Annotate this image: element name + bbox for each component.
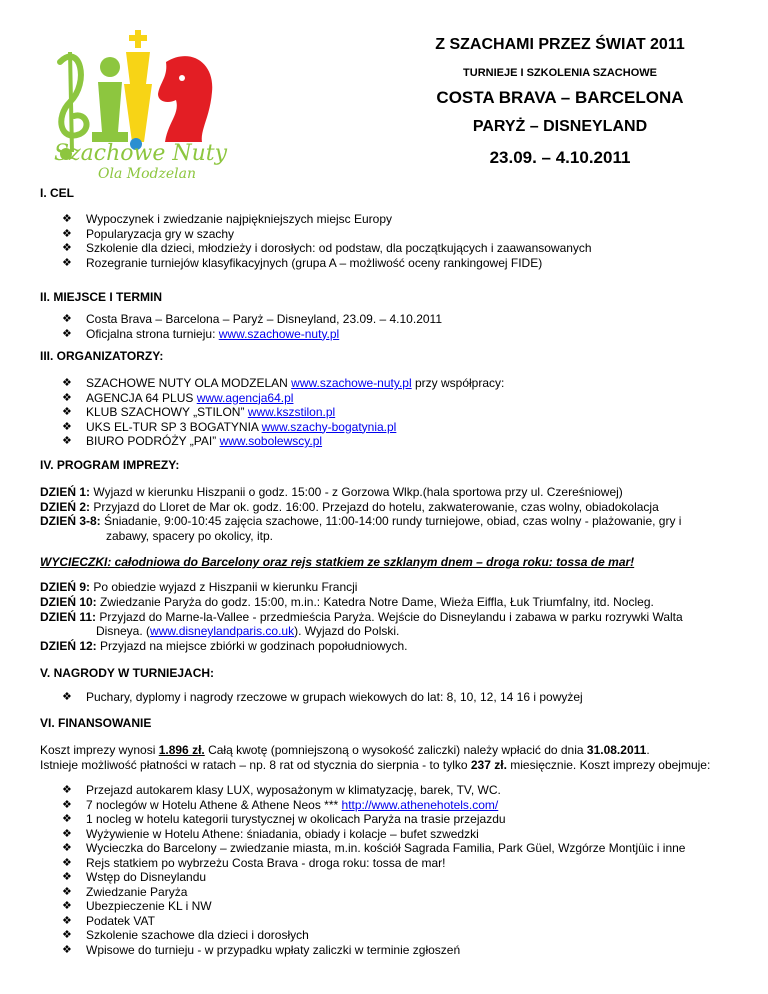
section-heading-program: IV. PROGRAM IMPREZY: <box>40 458 180 472</box>
list-item: ❖ Puchary, dyplomy i nagrody rzeczowe w grupach wiekowych do lat: 8, 10, 12, 14 16 i powyżej <box>62 690 583 704</box>
price: 1.896 zł. <box>158 743 205 757</box>
program-day-9: DZIEŃ 9: Po obiedzie wyjazd z Hiszpanii w kierunku Francji <box>40 580 358 594</box>
route-line-2: PARYŻ – DISNEYLAND <box>472 118 648 135</box>
route-line-1: COSTA BRAVA – BARCELONA <box>436 88 684 107</box>
bullet-icon: ❖ <box>62 798 72 811</box>
list-item: ❖ 1 nocleg w hotelu kategorii turystycznej w okolicach Paryża na trasie przejazdu <box>62 812 506 826</box>
bullet-icon: ❖ <box>62 256 72 269</box>
page-title: Z SZACHAMI PRZEZ ŚWIAT 2011 <box>435 36 685 53</box>
cel-list <box>62 212 592 270</box>
bullet-icon: ❖ <box>62 827 72 840</box>
list-item: ❖ SZACHOWE NUTY OLA MODZELAN www.szachowe-nuty.pl przy współpracy: <box>62 376 505 390</box>
program-day-2: DZIEŃ 2: Przyjazd do Lloret de Mar ok. godz. 16:00. Przejazd do hotelu, zakwaterowanie, czas wolny, obiadokolacja <box>40 500 659 514</box>
monthly-amount: 237 zł. <box>470 758 507 772</box>
section-heading-nagrody: V. NAGRODY W TURNIEJACH: <box>40 666 215 680</box>
list-item: ❖ Zwiedzanie Paryża <box>62 884 188 899</box>
bullet-icon: ❖ <box>62 784 72 796</box>
bullet-icon: ❖ <box>62 420 72 433</box>
hotel-link[interactable]: http://www.athenehotels.com/ <box>341 797 499 812</box>
program-day-12: DZIEŃ 12: Przyjazd na miejsce zbiórki w godzinach popołudniowych. <box>40 639 408 653</box>
bullet-icon: ❖ <box>62 871 72 883</box>
bullet-icon: ❖ <box>62 885 72 898</box>
bullet-icon: ❖ <box>62 943 72 956</box>
bullet-icon: ❖ <box>62 313 72 325</box>
bullet-icon: ❖ <box>62 929 72 941</box>
bullet-icon: ❖ <box>62 914 72 927</box>
list-item: ❖ Wycieczka do Barcelony – zwiedzanie miasta, m.in. kościół Sagrada Familia, Park Güel, Wzgórze Montjüic i inne <box>62 841 686 855</box>
list-item: ❖ Popularyzacja gry w szachy <box>62 226 235 241</box>
list-item: ❖ Wpisowe do turnieju - w przypadku wpłaty zaliczki w terminie zgłoszeń <box>62 942 461 957</box>
disneyland-link[interactable]: www.disneylandparis.co.uk <box>150 624 295 638</box>
list-item: ❖ Przejazd autokarem klasy LUX, wyposażonym w klimatyzację, barek, TV, WC. <box>62 783 501 797</box>
nagrody-list <box>62 690 583 705</box>
logo <box>40 22 250 182</box>
finance-line-1: Koszt imprezy wynosi 1.896 zł. Całą kwotę (pomniejszoną o wysokość zaliczki) należy wpłacić do dnia 31.08.2011. <box>40 743 650 757</box>
program-day-11-cont: Disneya. (www.disneylandparis.co.uk). Wyjazd do Polski. <box>96 624 400 638</box>
section-heading-finansowanie: VI. FINANSOWANIE <box>40 716 152 730</box>
list-item: ❖ Wypoczynek i zwiedzanie najpiękniejszych miejsc Europy <box>62 212 393 226</box>
list-item: ❖ Rozegranie turniejów klasyfikacyjnych (grupa A – możliwość oceny rankingowej FIDE) <box>62 255 543 270</box>
list-item: ❖ KLUB SZACHOWY „STILON” www.kszstilon.pl <box>62 405 336 419</box>
logo-brand-text: Szachowe Nuty <box>54 141 228 166</box>
bullet-icon: ❖ <box>62 327 72 340</box>
wycieczki-note: WYCIECZKI: całodniowa do Barcelony oraz rejs statkiem ze szklanym dnem – droga roku: tossa de mar! <box>40 555 635 569</box>
section-heading-cel: I. CEL <box>40 186 75 200</box>
event-dates: 23.09. – 4.10.2011 <box>489 148 631 167</box>
section-heading-miejsce: II. MIEJSCE I TERMIN <box>40 290 163 304</box>
bullet-icon: ❖ <box>62 242 72 254</box>
organizer-link[interactable]: www.szachowe-nuty.pl <box>291 376 412 390</box>
organizer-link[interactable]: www.agencja64.pl <box>196 390 294 405</box>
bullet-icon: ❖ <box>62 813 72 825</box>
logo-author-text: Ola Modzelan <box>98 166 196 182</box>
page-subtitle: TURNIEJE I SZKOLENIA SZACHOWE <box>463 67 657 79</box>
list-item: ❖ Szkolenie dla dzieci, młodzieży i dorosłych: od podstaw, dla początkujących i zaawansowanych <box>62 241 592 255</box>
bullet-icon: ❖ <box>62 435 72 447</box>
organizer-link[interactable]: www.sobolewscy.pl <box>219 434 323 448</box>
bullet-icon: ❖ <box>62 691 72 703</box>
bullet-icon: ❖ <box>62 377 72 389</box>
list-item: ❖ BIURO PODRÓŻY „PAI” www.sobolewscy.pl <box>62 434 323 448</box>
list-item: ❖ Wyżywienie w Hotelu Athene: śniadania, obiady i kolacje – bufet szwedzki <box>62 826 479 841</box>
program-day-3-8-cont: zabawy, spacery po okolicy, itp. <box>106 529 273 543</box>
list-item: ❖ Szkolenie szachowe dla dzieci i dorosłych <box>62 928 309 942</box>
miejsce-list <box>62 312 442 341</box>
bullet-icon: ❖ <box>62 842 72 854</box>
list-item: ❖ Oficjalna strona turnieju: www.szachowe-nuty.pl <box>62 326 340 341</box>
bullet-icon: ❖ <box>62 406 72 418</box>
section-heading-organizatorzy: III. ORGANIZATORZY: <box>40 349 164 363</box>
finansowanie-list <box>62 783 685 957</box>
bullet-icon: ❖ <box>62 391 72 404</box>
list-item: ❖ Rejs statkiem po wybrzeżu Costa Brava - droga roku: tossa de mar! <box>62 855 446 870</box>
program-day-10: DZIEŃ 10: Zwiedzanie Paryża do godz. 15:00, m.in.: Katedra Notre Dame, Wieża Eiffla, Łuk Triumfalny, itd. Nocleg. <box>40 595 654 609</box>
official-site-link[interactable]: www.szachowe-nuty.pl <box>218 326 340 341</box>
program-day-1: DZIEŃ 1: Wyjazd w kierunku Hiszpanii o godz. 15:00 - z Gorzowa Wlkp.(hala sportowa przy ul. Czereśniowej) <box>40 485 623 499</box>
list-item: ❖ AGENCJA 64 PLUS www.agencja64.pl <box>62 390 294 405</box>
program-day-11: DZIEŃ 11: Przyjazd do Marne-la-Vallee - przedmieścia Paryża. Wejście do Disneylandu i zabawa w parku rozrywki Walta <box>40 610 683 624</box>
organizer-link[interactable]: www.szachy-bogatynia.pl <box>261 419 397 434</box>
organizatorzy-list <box>62 376 504 449</box>
bullet-icon: ❖ <box>62 227 72 240</box>
bullet-icon: ❖ <box>62 856 72 869</box>
list-item: ❖ Podatek VAT <box>62 913 155 928</box>
list-item: ❖ Wstęp do Disneylandu <box>62 870 207 884</box>
bullet-icon: ❖ <box>62 213 72 225</box>
payment-deadline: 31.08.2011 <box>586 743 647 757</box>
bullet-icon: ❖ <box>62 900 72 912</box>
program-day-3-8: DZIEŃ 3-8: Śniadanie, 9:00-10:45 zajęcia szachowe, 11:00-14:00 rundy turniejowe, obiad, czas wolny - plażowanie, gry i <box>40 514 682 528</box>
organizer-link[interactable]: www.kszstilon.pl <box>247 405 336 419</box>
list-item: ❖ UKS EL-TUR SP 3 BOGATYNIA www.szachy-bogatynia.pl <box>62 419 397 434</box>
list-item: ❖ Ubezpieczenie KL i NW <box>62 899 212 913</box>
chess-logo-graphic <box>40 22 250 182</box>
list-item: ❖ Costa Brava – Barcelona – Paryż – Disneyland, 23.09. – 4.10.2011 <box>62 312 442 326</box>
list-item: ❖ 7 noclegów w Hotelu Athene & Athene Neos *** http://www.athenehotels.com/ <box>62 797 499 812</box>
finance-line-2: Istnieje możliwość płatności w ratach – np. 8 rat od stycznia do sierpnia - to tylko 237 zł. miesięcznie. Koszt imprezy obejmuje: <box>40 758 711 772</box>
